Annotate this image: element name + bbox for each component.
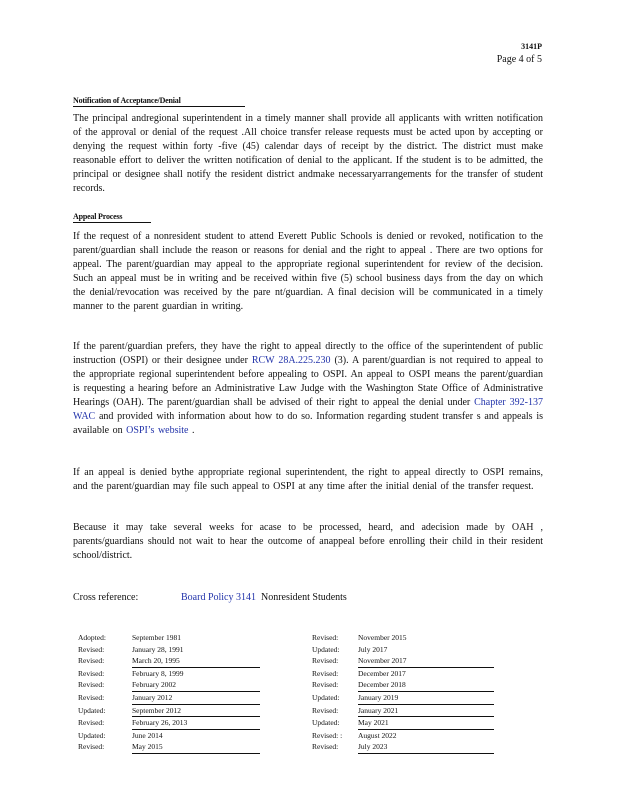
- revision-row: [78, 632, 260, 644]
- revision-date: May 2015: [132, 741, 260, 754]
- revision-date: July 2023: [358, 741, 494, 754]
- revision-row: [312, 644, 494, 656]
- revision-row: [312, 741, 494, 754]
- section-heading-appeal: Appeal Process: [73, 212, 151, 223]
- revision-date: May 2021: [358, 717, 494, 730]
- revision-history-left: [78, 632, 260, 754]
- revision-row: [78, 717, 260, 730]
- revision-date: January 2021: [358, 705, 494, 718]
- revision-date: September 2012: [132, 705, 260, 718]
- appeal-paragraph-3: If an appeal is denied bythe appropriate regional superintendent, the right to appeal directly to OSPI remains, and the parent/guardian may file such appeal to OSPI at any time after the initial denial of the transfer request.: [73, 467, 543, 492]
- revision-row: [78, 692, 260, 705]
- revision-row: [312, 632, 494, 644]
- page-number: Page 4 of 5: [496, 54, 542, 65]
- revision-type: Revised:: [78, 692, 105, 702]
- revision-row: [312, 730, 494, 742]
- revision-type: Revised:: [78, 718, 105, 728]
- revision-type: Revised:: [312, 633, 339, 642]
- revision-type: Revised:: [312, 742, 339, 752]
- revision-date: August 2022: [358, 730, 397, 740]
- revision-row: [312, 692, 494, 705]
- revision-row: [78, 668, 260, 680]
- policy-code: 3141P: [521, 42, 542, 51]
- appeal-text-c: and provided with information about how to do so. Information regarding student transfer s and appeals is available on: [73, 411, 543, 436]
- revision-row: [312, 679, 494, 692]
- revision-date: February 8, 1999: [132, 668, 184, 678]
- revision-type: Revised:: [78, 742, 105, 752]
- revision-date: February 26, 2013: [132, 717, 260, 730]
- revision-date: January 28, 1991: [132, 644, 184, 654]
- revision-row: [312, 668, 494, 680]
- revision-date: February 2002: [132, 679, 260, 692]
- revision-type: Revised:: [312, 668, 339, 678]
- revision-row: [312, 655, 494, 668]
- revision-type: Revised: :: [312, 730, 343, 740]
- revision-row: [78, 741, 260, 754]
- revision-date: January 2019: [358, 692, 494, 705]
- revision-history-right: [312, 632, 494, 754]
- appeal-paragraph-1: If the request of a nonresident student to attend Everett Public Schools is denied or revoked, notification to the parent/guardian shall include the reason or reasons for denial and the right to appeal . There are two options for appeal. The parent/guardian may appeal to the appropriate regional superintendent for review of the decision. Such an appeal must be in writing and be received within five (5) school business days from the day on which the denial/revocation was received by the pare nt/guardian. A final decision will be communicated in a timely manner to the parent guardian in writing.: [73, 231, 543, 312]
- revision-row: [78, 644, 260, 656]
- page-header: [497, 40, 542, 66]
- revision-type: Updated:: [312, 692, 340, 702]
- revision-type: Updated:: [312, 644, 340, 654]
- revision-type: Adopted:: [78, 633, 106, 642]
- revision-row: [312, 717, 494, 730]
- appeal-text-a: If the parent/guardian prefers, they have the right to appeal directly to the office of the superintendent of public instruction (OSPI) or their designee under: [73, 341, 543, 366]
- revision-date: September 1981: [132, 633, 181, 642]
- revision-row: [312, 705, 494, 718]
- revision-type: Updated:: [78, 730, 106, 740]
- cross-reference-label: Cross reference:: [73, 592, 139, 603]
- revision-type: Revised:: [78, 656, 105, 666]
- notification-paragraph: The principal andregional superintendent in a timely manner shall provide all applicants with written notification of the approval or denial of the request .All choice transfer release requests must be acted upon by accepting or denying the request within forty -five (45) calendar days of receipt by the district. The district must make reasonable effort to deliver the written notification of denial to the applicant. If the student is to be admitted, the principal or designee shall notify the resident district andmake necessaryarrangements for the transfer of student records.: [73, 113, 543, 194]
- cross-reference: [73, 592, 347, 603]
- revision-type: Revised:: [312, 705, 339, 715]
- revision-type: Revised:: [78, 644, 105, 654]
- appeal-text-d: .: [188, 425, 195, 436]
- revision-row: [78, 679, 260, 692]
- revision-row: [78, 705, 260, 718]
- wac-link[interactable]: Chapter 392-137 WAC: [73, 397, 543, 422]
- section-heading-notification: Notification of Acceptance/Denial: [73, 96, 245, 107]
- board-policy-link[interactable]: Board Policy 3141: [181, 592, 256, 603]
- revision-date: January 2012: [132, 692, 260, 705]
- revision-row: [78, 730, 260, 742]
- cross-reference-title: Nonresident Students: [261, 592, 347, 603]
- revision-date: July 2017: [358, 644, 388, 654]
- revision-type: Updated:: [78, 705, 106, 715]
- revision-date: November 2017: [358, 655, 494, 668]
- revision-date: November 2015: [358, 633, 407, 642]
- appeal-paragraph-4: Because it may take several weeks for acase to be processed, heard, and adecision made by OAH , parents/guardians should not wait to hear the outcome of anappeal before enrolling their child in their resident school/district.: [73, 522, 543, 561]
- revision-date: March 20, 1995: [132, 655, 260, 668]
- appeal-paragraph-2: [73, 340, 543, 438]
- revision-type: Updated:: [312, 718, 340, 728]
- revision-date: June 2014: [132, 730, 163, 740]
- appeal-text-b: (3). A parent/guardian is not required to appeal to the appropriate regional superintendent before appealing to OSPI. An appeal to OSPI means the parent/guardian is requesting a hearing before an Administrative Law Judge with the Washington State Office of Administrative Hearings (OAH). The parent/guardian shall be advised of their right to appeal the denial under: [73, 355, 543, 408]
- revision-date: December 2017: [358, 668, 406, 678]
- revision-type: Revised:: [78, 668, 105, 678]
- rcw-link[interactable]: RCW 28A.225.230: [251, 355, 331, 366]
- revision-row: [78, 655, 260, 668]
- revision-type: Revised:: [312, 680, 339, 690]
- revision-type: Revised:: [312, 656, 339, 666]
- revision-type: Revised:: [78, 680, 105, 690]
- revision-date: December 2018: [358, 679, 494, 692]
- ospi-website-link[interactable]: OSPI’s website: [126, 425, 189, 436]
